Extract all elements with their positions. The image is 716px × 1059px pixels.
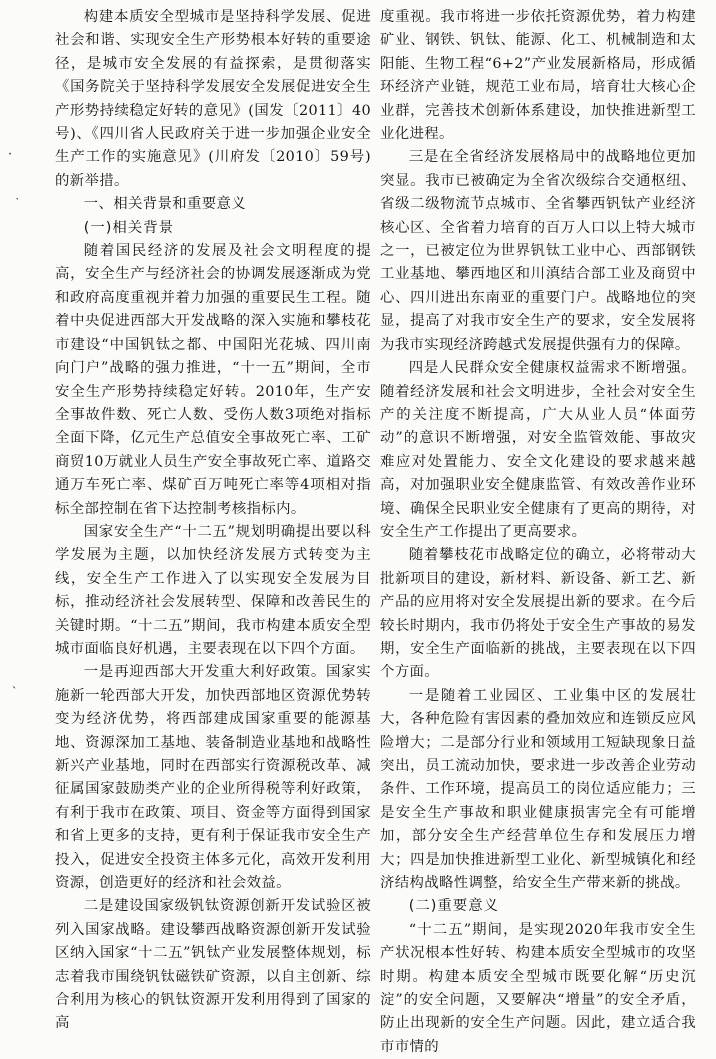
paragraph-point-two-continued: 度重视。我市将进一步依托资源优势，着力构建矿业、钢铁、钒钛、能源、化工、机械制造和太阳能、生物工程“6+2”产业发展新格局，形成循环经济产业链，规范工业布局，培育壮大核心企业群，完善技术创新体系建设，加快推进新型工业化进程。	[380, 9, 696, 143]
paragraph-challenges: 随着攀枝花市战略定位的确立，必将带动大批新项目的建设，新材料、新设备、新工艺、新产品的应用将对安全发展提出新的要求。在今后较长时期内，我市仍将处于安全生产事故的易发期，安全生产面临新的挑战，主要表现在以下四个方面。	[380, 547, 696, 681]
right-text-column	[380, 6, 696, 1055]
scan-mark-dot: ˙	[14, 197, 21, 212]
paragraph-point-two: 二是建设国家级钒钛资源创新开发试验区被列入国家战略。建设攀西战略资源创新开发试验区纳入国家“十二五”钒钛产业发展整体规划，标志着我市围绕钒钛磁铁矿资源，以自主创新、综合利用为核心的钒钛资源开发利用得到了国家的高	[55, 898, 371, 1032]
section-heading-1: 一、相关背景和重要意义	[83, 196, 246, 213]
paragraph-point-three: 三是在全省经济发展格局中的战略地位更加突显。我市已被确定为全省次级综合交通枢纽、省级二级物流节点城市、全省攀西钒钛产业经济核心区、全省着力培育的百万人口以上特大城市之一，已被定位为世界钒钛工业中心、西部钢铁工业基地、攀西地区和川滇结合部工业及商贸中心、四川进出东南亚的重要门户。战略地位的突显，提高了对我市安全生产的要求，安全发展将为我市实现经济跨越式发展提供强有力的保障。	[380, 149, 696, 353]
paragraph-point-one: 一是再迎西部大开发重大利好政策。国家实施新一轮西部大开发，加快西部地区资源优势转变为经济优势，将西部建成国家重要的能源基地、资源深加工基地、装备制造业基地和战略性新兴产业基地，同时在西部实行资源税改革、减征属国家鼓励类产业的企业所得税等利好政策，有利于我市在政策、项目、资金等方面得到国家和省上更多的支持，更有利于保证我市安全生产投入，促进安全投资主体多元化，高效开发利用资源，创造更好的经济和社会效益。	[55, 664, 371, 892]
paragraph-background: 随着国民经济的发展及社会文明程度的提高，安全生产与经济社会的协调发展逐渐成为党和政府高度重视并着力加强的重要民生工程。随着中央促进西部大开发战略的深入实施和攀枝花市建设“中国钒钛之都、中国阳光花城、四川南向门户”战略的强力推进，“十一五”期间，全市安全生产形势持续稳定好转。2010年，生产安全事故件数、死亡人数、受伤人数3项绝对指标全面下降，亿元生产总值安全事故死亡率、工矿商贸10万就业人员生产安全事故死亡率、道路交通万车死亡率、煤矿百万吨死亡率等4项相对指标全部控制在省下达控制考核指标内。	[55, 243, 371, 517]
paragraph-twelfth-plan: 国家安全生产“十二五”规划明确提出要以科学发展为主题，以加快经济发展方式转变为主线，安全生产工作进入了以实现安全发展为目标，推动经济社会发展转型、保障和改善民生的关键时期。“十二五”期间，我市构建本质安全型城市面临良好机遇，主要表现在以下四个方面。	[55, 523, 371, 657]
paragraph-point-four: 四是人民群众安全健康权益需求不断增强。随着经济发展和社会文明进步，全社会对安全生产的关注度不断提高，广大从业人员“体面劳动”的意识不断增强，对安全监管效能、事故灾难应对处置能力、安全文化建设的要求越来越高，对加强职业安全健康监管、有效改善作业环境、确保全民职业安全健康有了更高的期待，对安全生产工作提出了更高要求。	[380, 360, 696, 540]
paragraph-challenges-list: 一是随着工业园区、工业集中区的发展壮大，各种危险有害因素的叠加效应和连锁反应风险增大；二是部分行业和领域用工短缺现象日益突出，员工流动加快，要求进一步改善企业劳动条件、工作环境，提高员工的岗位适应能力；三是安全生产事故和职业健康损害完全有可能增加，部分安全生产经营单位生存和发展压力增大；四是加快推进新型工业化、新型城镇化和经济结构战略性调整，给安全生产带来新的挑战。	[380, 687, 696, 892]
scan-mark-dot: ·	[8, 147, 13, 162]
subheading-significance: (二)重要意义	[408, 898, 499, 915]
scan-mark-dot: ˎ	[12, 675, 17, 690]
subheading-background: (一)相关背景	[83, 219, 174, 236]
paragraph-intro: 构建本质安全型城市是坚持科学发展、促进社会和谐、实现安全生产形势根本好转的重要途径，是城市安全发展的有益探索，是贯彻落实《国务院关于坚持科学发展安全发展促进安全生产形势持续稳定好转的意见》(国发〔2011〕40号)、《四川省人民政府关于进一步加强企业安全生产工作的实施意见》(川府发〔2010〕59号)的新举措。	[55, 9, 371, 189]
left-text-column	[55, 6, 371, 1032]
paragraph-significance: “十二五”期间，是实现2020年我市安全生产状况根本性好转、构建本质安全型城市的攻坚时期。构建本质安全型城市既要化解“历史沉淀”的安全问题，又要解决“增量”的安全矛盾，防止出现新的安全生产问题。因此，建立适合我市市情的	[380, 921, 696, 1055]
